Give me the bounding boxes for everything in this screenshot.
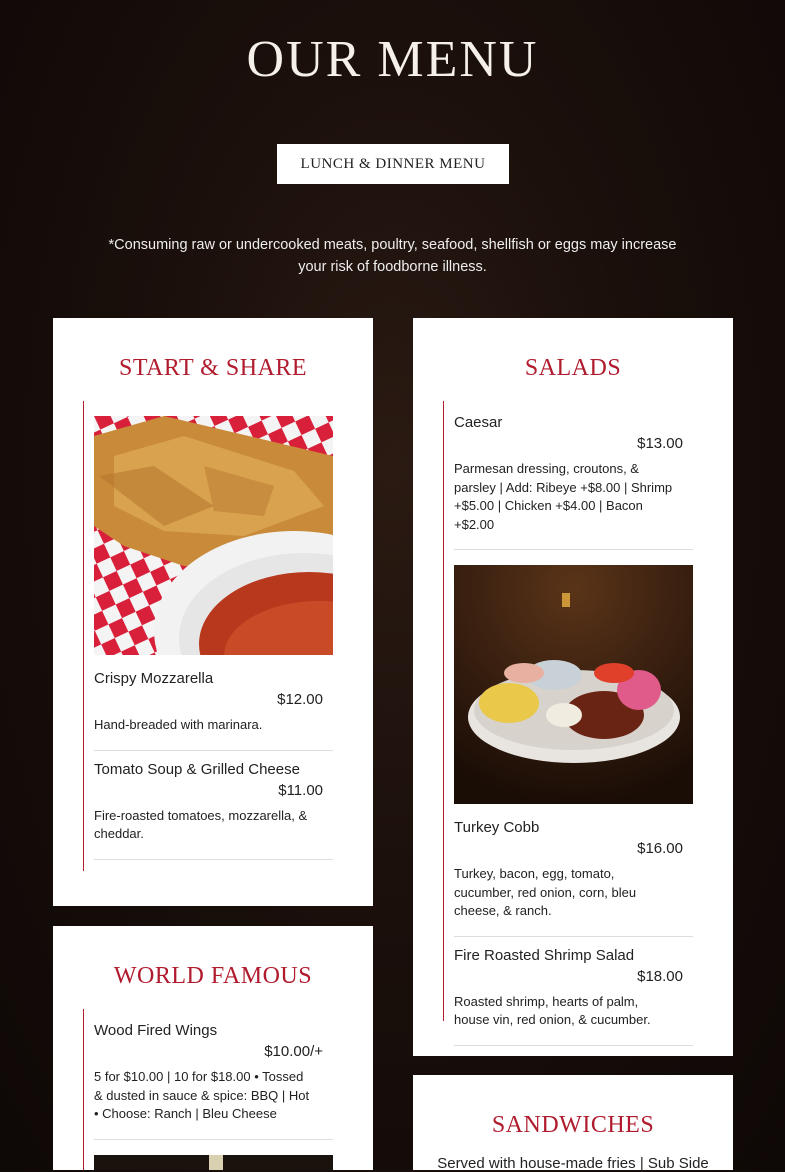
menu-item: [94, 1009, 333, 1140]
food-safety-disclaimer: *Consuming raw or undercooked meats, poultry, seafood, shellfish or eggs may increase your risk of foodborne illness.: [108, 237, 677, 275]
wings-photo: [94, 1155, 333, 1171]
world-famous-title: WORLD FAMOUS: [113, 963, 313, 989]
start-share-card: [53, 318, 373, 906]
crispy-mozzarella-photo: [94, 416, 333, 655]
item-price: $12.00: [277, 691, 323, 708]
sandwiches-title: SANDWICHES: [491, 1112, 655, 1138]
menu-item: [94, 751, 333, 860]
item-name: Caesar: [454, 414, 503, 431]
menu-item: [94, 660, 333, 751]
salads-list: [443, 401, 693, 1027]
sandwiches-card: [413, 1075, 733, 1170]
item-name: Crispy Mozzarella: [94, 670, 214, 687]
item-description: Roasted shrimp, hearts of palm, house vin, red onion, & cucumber.: [454, 993, 651, 1027]
turkey-cobb-photo: [454, 565, 693, 804]
item-price: $10.00/+: [264, 1043, 323, 1060]
sandwiches-subtitle: Served with house-made fries | Sub Side: [437, 1155, 709, 1172]
lunch-dinner-menu-button[interactable]: LUNCH & DINNER MENU: [277, 144, 509, 184]
item-price: $11.00: [278, 781, 323, 799]
world-famous-card: [53, 926, 373, 1170]
menu-item: [454, 937, 693, 1046]
menu-item: [454, 809, 693, 937]
item-price: $18.00: [637, 967, 683, 985]
world-famous-list: [83, 1009, 333, 1170]
item-description: Hand-breaded with marinara.: [94, 717, 263, 732]
item-description: Turkey, bacon, egg, tomato, cucumber, red onion, corn, bleu cheese, & ranch.: [454, 866, 637, 918]
item-price: $13.00: [637, 435, 683, 452]
item-price: $16.00: [637, 840, 683, 857]
item-description: Parmesan dressing, croutons, & parsley | Add: Ribeye +$8.00 | Shrimp +$5.00 | Chicken +$4.00 | Bacon +$2.00: [454, 461, 673, 532]
item-description: 5 for $10.00 | 10 for $18.00 • Tossed & dusted in sauce & spice: BBQ | Hot • Choose: Ranch | Bleu Cheese: [94, 1069, 310, 1121]
item-name: Tomato Soup & Grilled Cheese: [94, 760, 300, 778]
start-share-list: [83, 401, 333, 871]
item-name: Turkey Cobb: [454, 819, 540, 836]
page-title: OUR MENU: [246, 31, 539, 88]
item-description: Fire-roasted tomatoes, mozzarella, & cheddar.: [94, 807, 308, 841]
item-name: Wood Fired Wings: [94, 1022, 218, 1039]
start-share-title: START & SHARE: [118, 355, 308, 381]
salads-card: [413, 318, 733, 1056]
salads-title: SALADS: [524, 355, 622, 381]
menu-item: [454, 401, 693, 550]
item-name: Fire Roasted Shrimp Salad: [454, 946, 635, 964]
